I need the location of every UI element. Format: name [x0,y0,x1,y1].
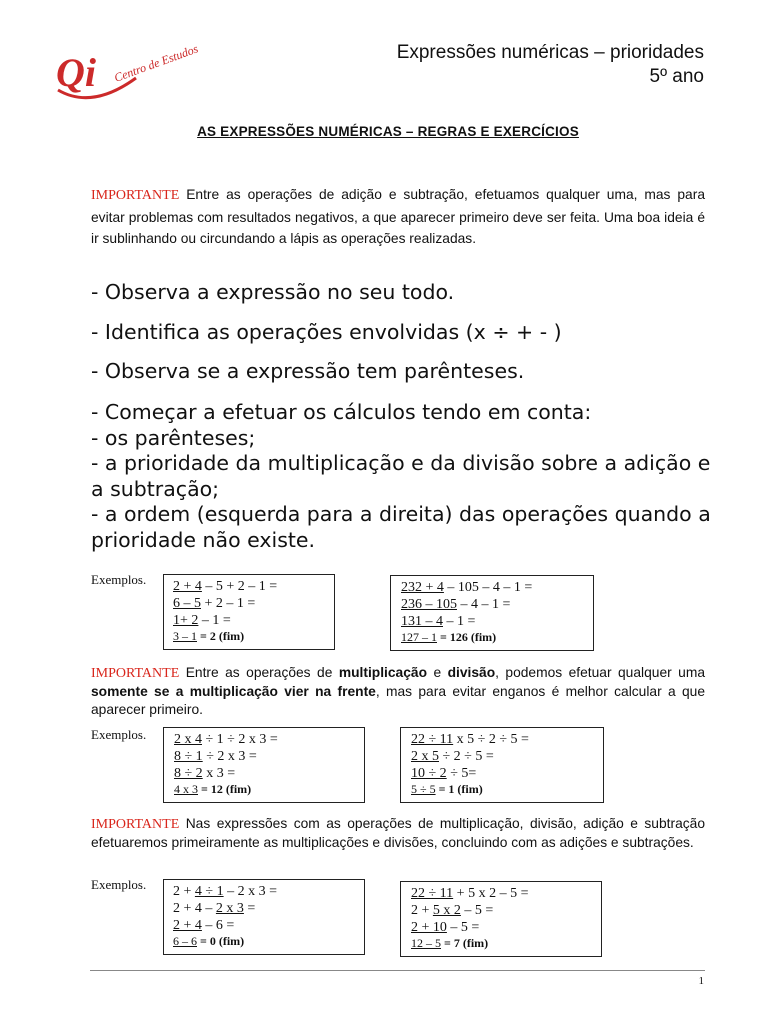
calc-step [173,900,364,917]
important-text: Entre as operações de adição e subtração, efetuamos qualquer uma, mas para evitar problemas com resultados negativos, a que aparecer primeiro deve ser feita. Uma boa ideia é ir sublinhando ou circundando a lápis as operações realizadas. [91,187,705,246]
calc-step [173,578,334,595]
step-underlined-op: 4 x 3 [174,782,198,796]
important-tag: IMPORTANTE [91,666,180,681]
step-rest: – 5 = [446,920,480,935]
step-underlined-op: 131 – 4 [401,614,443,629]
calc-step [401,613,593,630]
step-rest: + 5 x 2 – 5 = [453,886,529,901]
calc-step [411,919,601,936]
example-box-2 [390,575,594,651]
step-prefix: 2 + 4 – [173,901,216,916]
rule-1: - Observa a expressão no seu todo. [91,280,455,304]
rule-4: - Começar a efetuar os cálculos tendo em conta: [91,400,592,424]
step-rest: – 4 – 1 = [457,597,511,612]
step-result: = 12 (fim) [198,782,252,796]
final-step [173,934,364,949]
rule-7: - a ordem (esquerda para a direita) das operações quando a prioridade não existe. [91,502,711,552]
final-step [173,629,334,644]
step-underlined-op: 2 + 4 [173,918,202,933]
calc-step [411,748,603,765]
step-underlined-op: 10 ÷ 2 [411,766,447,781]
step-result: = 7 (fim) [441,936,489,950]
step-underlined-op: 127 – 1 [401,630,437,644]
step-result: = 2 (fim) [197,629,245,643]
final-step [411,782,603,797]
step-rest: – 6 = [201,918,235,933]
example-box-3 [163,727,365,803]
important-bold: multiplicação [338,665,427,680]
important-bold: somente se a multiplicação vier na frente [91,684,376,699]
step-underlined-op: 2 x 4 [174,732,202,747]
calc-step [411,765,603,782]
important-text: Entre as operações de [179,665,339,680]
examples-label: Exemplos. [91,727,147,742]
logo [52,40,202,106]
calc-step [173,595,334,612]
step-rest: x 3 = [202,766,236,781]
step-underlined-op: 22 ÷ 11 [411,886,454,901]
step-underlined-op: 236 – 105 [401,597,457,612]
calc-step [411,902,601,919]
page-number: 1 [698,975,704,987]
step-rest: ÷ 1 ÷ 2 x 3 = [202,732,278,747]
step-underlined-op: 6 – 6 [173,934,197,948]
step-underlined-op: 3 – 1 [173,629,197,643]
step-underlined-op: 8 ÷ 2 [174,766,203,781]
step-underlined-op: 22 ÷ 11 [411,732,454,747]
step-rest: ÷ 2 ÷ 5 = [439,749,494,764]
step-rest: – 1 = [443,614,476,629]
important-text: Nas expressões com as operações de multiplicação, divisão, adição e subtração efetuaremos primeiramente as multiplicações e divisões, concluindo com as adições e subtrações. [91,816,705,850]
header-grade: 5º ano [649,66,704,87]
calc-step [401,596,593,613]
example-box-5 [163,879,365,955]
important-note-2 [91,664,705,719]
calc-step [401,579,593,596]
step-rest: ÷ 2 x 3 = [202,749,257,764]
page-title: AS EXPRESSÕES NUMÉRICAS – REGRAS E EXERCÍCIOS [197,124,579,139]
header-title: Expressões numéricas – prioridades [396,42,704,63]
calc-step [174,765,364,782]
step-rest: = [243,901,256,916]
rule-2: - Identifica as operações envolvidas (x ÷ + - ) [91,320,562,344]
step-prefix: 2 + [411,903,433,918]
step-rest: – 5 = [460,903,494,918]
step-rest: – 5 + 2 – 1 = [201,579,278,594]
important-text: , mas para evitar enganos é melhor calcular a que aparecer primeiro. [91,684,705,717]
rule-list [91,400,711,553]
calc-step [174,731,364,748]
important-note-1 [91,184,705,250]
step-underlined-op: 12 – 5 [411,936,441,950]
rule-6: - a prioridade da multiplicação e da divisão sobre a adição e a subtração; [91,451,711,501]
important-text: , podemos efetuar qualquer uma [495,665,705,680]
calc-step [411,731,603,748]
final-step [411,936,601,951]
step-underlined-op: 2 x 5 [411,749,439,764]
step-underlined-op: 1+ 2 [173,613,199,628]
calc-step [173,883,364,900]
important-text: e [427,665,448,680]
step-result: = 126 (fim) [437,630,497,644]
calc-step [173,612,334,629]
examples-label: Exemplos. [91,572,147,587]
step-rest: + 2 – 1 = [201,596,256,611]
logo-graphic [52,40,202,106]
step-underlined-op: 4 ÷ 1 [194,884,224,899]
calc-step [174,748,364,765]
step-underlined-op: 6 – 5 [173,596,201,611]
step-underlined-op: 2 + 4 [173,579,202,594]
step-underlined-op: 2 x 3 [215,901,244,916]
step-underlined-op: 232 + 4 [401,580,444,595]
example-box-1 [163,574,335,650]
step-underlined-op: 5 ÷ 5 [411,782,436,796]
rule-3: - Observa se a expressão tem parênteses. [91,359,525,383]
step-result: = 1 (fim) [435,782,483,796]
step-rest: – 2 x 3 = [223,884,277,899]
logo-text: Centro de Estudos [112,41,200,85]
calc-step [411,885,601,902]
step-underlined-op: 5 x 2 [432,903,461,918]
final-step [401,630,593,645]
important-tag: IMPORTANTE [91,188,180,203]
important-tag: IMPORTANTE [91,817,180,832]
examples-label: Exemplos. [91,877,147,892]
logo-mark: Qi [56,50,96,95]
step-underlined-op: 8 ÷ 1 [174,749,203,764]
calc-step [173,917,364,934]
step-rest: x 5 ÷ 2 ÷ 5 = [453,732,529,747]
footer-divider [90,970,705,971]
important-note-3 [91,815,705,852]
step-result: = 0 (fim) [197,934,245,948]
rule-5: - os parênteses; [91,425,256,450]
step-underlined-op: 2 + 10 [411,920,447,935]
example-box-4 [400,727,604,803]
important-bold: divisão [447,665,496,680]
step-prefix: 2 + [173,884,195,899]
example-box-6 [400,881,602,957]
step-rest: – 1 = [198,613,231,628]
step-rest: ÷ 5= [446,766,477,781]
final-step [174,782,364,797]
step-rest: – 105 – 4 – 1 = [443,580,533,595]
